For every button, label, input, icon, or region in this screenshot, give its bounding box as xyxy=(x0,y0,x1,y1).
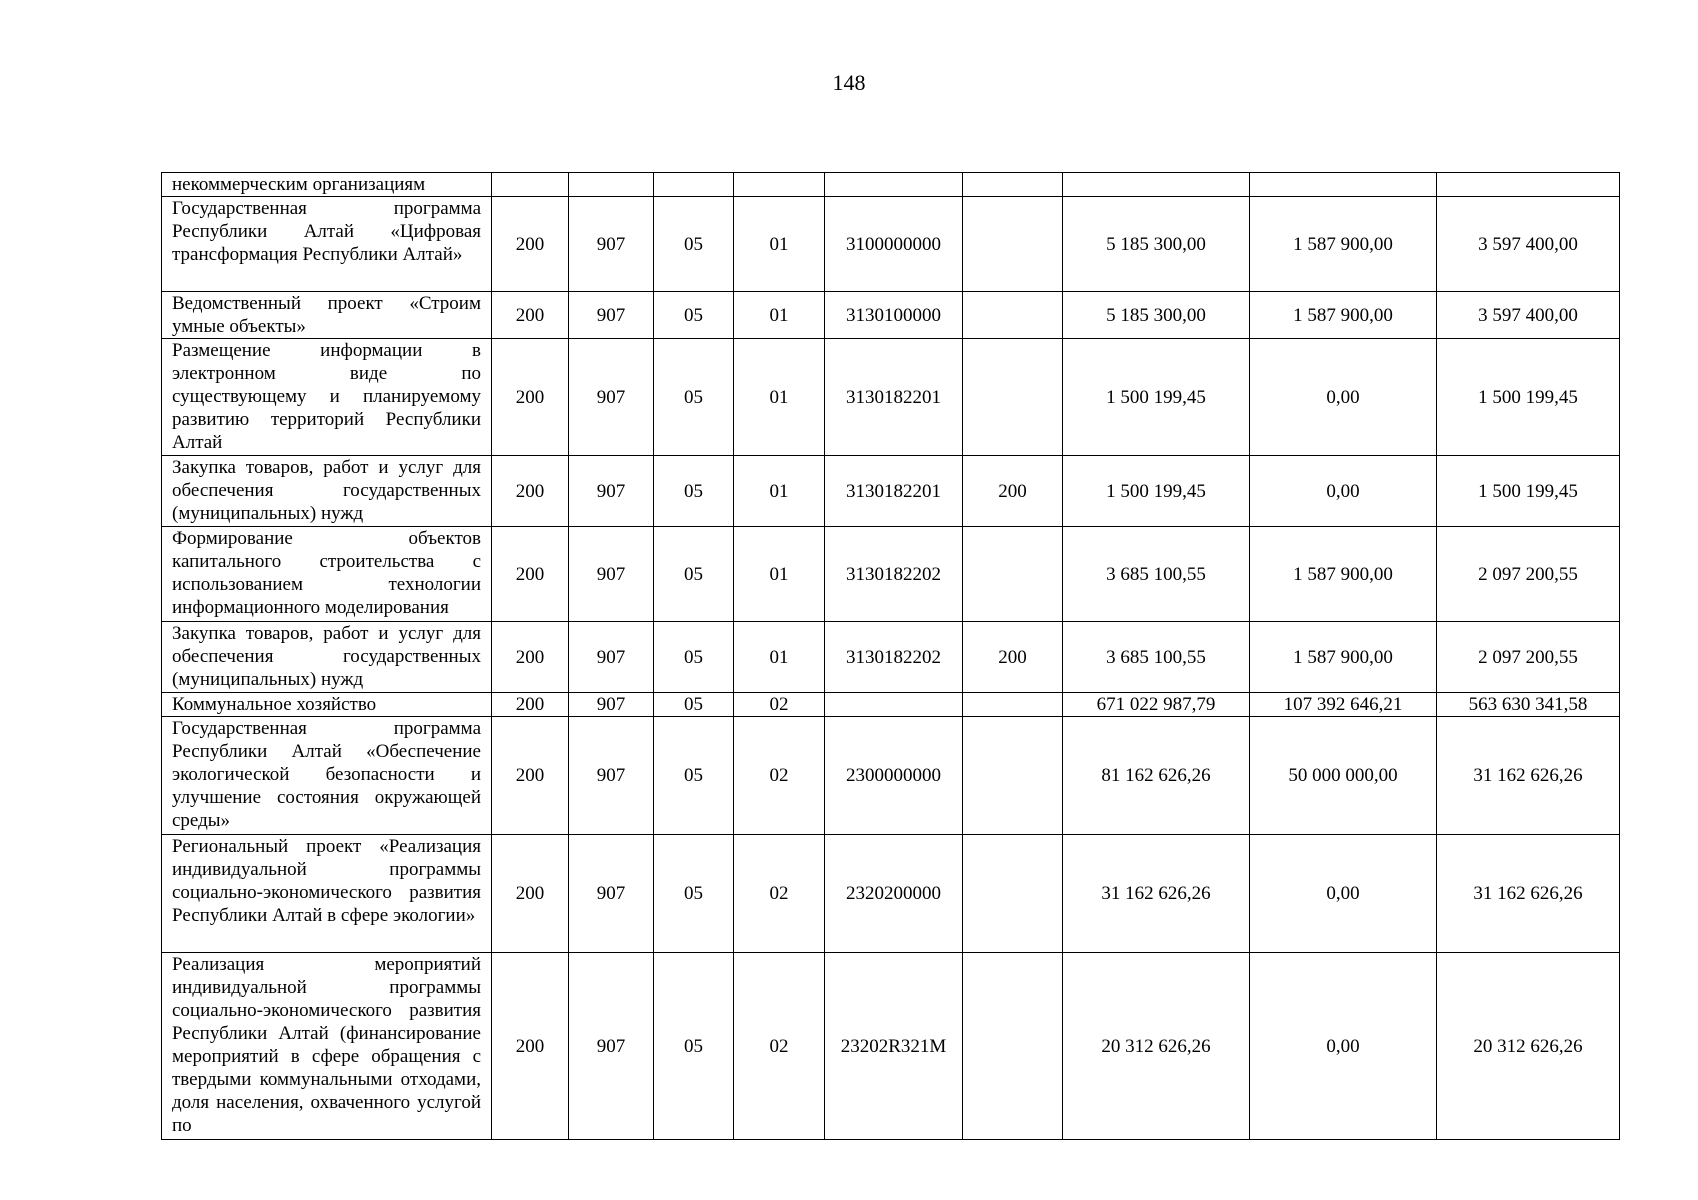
page-number: 148 xyxy=(832,70,866,95)
row-name-cell: некоммерческим организациям xyxy=(162,173,492,197)
col-1-cell xyxy=(492,173,569,197)
amount-federal-cell: 1 587 900,00 xyxy=(1250,622,1437,693)
col-4-cell: 01 xyxy=(734,292,825,339)
row-name-cell: Ведомственный проект «Строим умные объекты» xyxy=(162,292,492,339)
table-row xyxy=(162,717,1620,835)
col-3-cell: 05 xyxy=(654,835,734,953)
col-2-cell: 907 xyxy=(569,953,654,1140)
amount-regional-cell: 31 162 626,26 xyxy=(1437,835,1620,953)
target-article-cell: 23202R321M xyxy=(825,953,963,1140)
amount-total-cell: 81 162 626,26 xyxy=(1063,717,1250,835)
expense-type-cell xyxy=(963,292,1063,339)
col-4-cell: 02 xyxy=(734,953,825,1140)
row-name-cell: Региональный проект «Реализация индивидуальной программы социально-экономического развития Республики Алтай в сфере экологии» xyxy=(162,835,492,953)
amount-total-cell: 31 162 626,26 xyxy=(1063,835,1250,953)
amount-federal-cell xyxy=(1250,173,1437,197)
col-4-cell: 02 xyxy=(734,835,825,953)
row-name-cell: Реализация мероприятий индивидуальной программы социально-экономического развития Республики Алтай (финансирование мероприятий в сфере обращения с твердыми коммунальными отходами, доля населения, охваченного услугой по xyxy=(162,953,492,1140)
col-2-cell: 907 xyxy=(569,527,654,622)
amount-total-cell: 20 312 626,26 xyxy=(1063,953,1250,1140)
amount-total-cell: 1 500 199,45 xyxy=(1063,339,1250,456)
amount-total-cell: 5 185 300,00 xyxy=(1063,292,1250,339)
target-article-cell: 3100000000 xyxy=(825,197,963,292)
target-article-cell: 2300000000 xyxy=(825,717,963,835)
expense-type-cell xyxy=(963,173,1063,197)
col-3-cell: 05 xyxy=(654,717,734,835)
expense-type-cell xyxy=(963,693,1063,717)
col-1-cell: 200 xyxy=(492,292,569,339)
amount-federal-cell: 0,00 xyxy=(1250,456,1437,527)
row-name-cell: Государственная программа Республики Алтай «Цифровая трансформация Республики Алтай» xyxy=(162,197,492,292)
row-name-cell: Коммунальное хозяйство xyxy=(162,693,492,717)
expense-type-cell: 200 xyxy=(963,456,1063,527)
row-name-cell: Размещение информации в электронном виде по существующему и планируемому развитию территорий Республики Алтай xyxy=(162,339,492,456)
col-3-cell: 05 xyxy=(654,339,734,456)
amount-regional-cell: 3 597 400,00 xyxy=(1437,197,1620,292)
amount-total-cell xyxy=(1063,173,1250,197)
col-3-cell xyxy=(654,173,734,197)
budget-table xyxy=(161,172,1620,1140)
col-1-cell: 200 xyxy=(492,197,569,292)
amount-federal-cell: 1 587 900,00 xyxy=(1250,527,1437,622)
target-article-cell: 3130182202 xyxy=(825,527,963,622)
col-1-cell: 200 xyxy=(492,622,569,693)
col-1-cell: 200 xyxy=(492,339,569,456)
col-1-cell: 200 xyxy=(492,456,569,527)
target-article-cell: 2320200000 xyxy=(825,835,963,953)
table-row xyxy=(162,173,1620,197)
table-row xyxy=(162,292,1620,339)
table-row xyxy=(162,527,1620,622)
col-3-cell: 05 xyxy=(654,527,734,622)
target-article-cell: 3130182201 xyxy=(825,456,963,527)
amount-federal-cell: 50 000 000,00 xyxy=(1250,717,1437,835)
expense-type-cell xyxy=(963,953,1063,1140)
expense-type-cell: 200 xyxy=(963,622,1063,693)
col-1-cell: 200 xyxy=(492,953,569,1140)
col-4-cell: 02 xyxy=(734,693,825,717)
amount-regional-cell: 20 312 626,26 xyxy=(1437,953,1620,1140)
amount-total-cell: 671 022 987,79 xyxy=(1063,693,1250,717)
amount-total-cell: 3 685 100,55 xyxy=(1063,527,1250,622)
expense-type-cell xyxy=(963,197,1063,292)
col-2-cell: 907 xyxy=(569,693,654,717)
amount-federal-cell: 1 587 900,00 xyxy=(1250,197,1437,292)
row-name-cell: Государственная программа Республики Алтай «Обеспечение экологической безопасности и улучшение состояния окружающей среды» xyxy=(162,717,492,835)
col-4-cell: 01 xyxy=(734,339,825,456)
expense-type-cell xyxy=(963,527,1063,622)
amount-federal-cell: 0,00 xyxy=(1250,339,1437,456)
amount-federal-cell: 0,00 xyxy=(1250,835,1437,953)
target-article-cell: 3130182201 xyxy=(825,339,963,456)
target-article-cell: 3130182202 xyxy=(825,622,963,693)
amount-regional-cell: 2 097 200,55 xyxy=(1437,527,1620,622)
col-4-cell: 02 xyxy=(734,717,825,835)
row-name-cell: Закупка товаров, работ и услуг для обеспечения государственных (муниципальных) нужд xyxy=(162,622,492,693)
table-row xyxy=(162,693,1620,717)
col-1-cell: 200 xyxy=(492,693,569,717)
amount-total-cell: 1 500 199,45 xyxy=(1063,456,1250,527)
amount-regional-cell: 563 630 341,58 xyxy=(1437,693,1620,717)
col-2-cell: 907 xyxy=(569,456,654,527)
col-2-cell: 907 xyxy=(569,292,654,339)
table-row xyxy=(162,622,1620,693)
table-row xyxy=(162,197,1620,292)
col-3-cell: 05 xyxy=(654,197,734,292)
col-3-cell: 05 xyxy=(654,292,734,339)
amount-regional-cell: 3 597 400,00 xyxy=(1437,292,1620,339)
target-article-cell xyxy=(825,173,963,197)
target-article-cell xyxy=(825,693,963,717)
amount-federal-cell: 107 392 646,21 xyxy=(1250,693,1437,717)
col-4-cell xyxy=(734,173,825,197)
col-4-cell: 01 xyxy=(734,456,825,527)
amount-total-cell: 5 185 300,00 xyxy=(1063,197,1250,292)
amount-federal-cell: 1 587 900,00 xyxy=(1250,292,1437,339)
row-name-cell: Формирование объектов капитального строительства с использованием технологии информационного моделирования xyxy=(162,527,492,622)
table-row xyxy=(162,339,1620,456)
col-4-cell: 01 xyxy=(734,527,825,622)
col-2-cell: 907 xyxy=(569,339,654,456)
col-2-cell: 907 xyxy=(569,197,654,292)
col-1-cell: 200 xyxy=(492,717,569,835)
col-1-cell: 200 xyxy=(492,527,569,622)
col-3-cell: 05 xyxy=(654,953,734,1140)
amount-total-cell: 3 685 100,55 xyxy=(1063,622,1250,693)
table-row xyxy=(162,835,1620,953)
col-2-cell: 907 xyxy=(569,717,654,835)
col-3-cell: 05 xyxy=(654,622,734,693)
col-1-cell: 200 xyxy=(492,835,569,953)
expense-type-cell xyxy=(963,339,1063,456)
col-3-cell: 05 xyxy=(654,693,734,717)
amount-federal-cell: 0,00 xyxy=(1250,953,1437,1140)
amount-regional-cell: 31 162 626,26 xyxy=(1437,717,1620,835)
expense-type-cell xyxy=(963,717,1063,835)
col-3-cell: 05 xyxy=(654,456,734,527)
amount-regional-cell: 1 500 199,45 xyxy=(1437,339,1620,456)
col-2-cell xyxy=(569,173,654,197)
table-row xyxy=(162,953,1620,1140)
col-4-cell: 01 xyxy=(734,622,825,693)
amount-regional-cell xyxy=(1437,173,1620,197)
col-4-cell: 01 xyxy=(734,197,825,292)
amount-regional-cell: 2 097 200,55 xyxy=(1437,622,1620,693)
row-name-cell: Закупка товаров, работ и услуг для обеспечения государственных (муниципальных) нужд xyxy=(162,456,492,527)
table-row xyxy=(162,456,1620,527)
amount-regional-cell: 1 500 199,45 xyxy=(1437,456,1620,527)
table-body xyxy=(162,173,1620,1140)
expense-type-cell xyxy=(963,835,1063,953)
col-2-cell: 907 xyxy=(569,835,654,953)
col-2-cell: 907 xyxy=(569,622,654,693)
target-article-cell: 3130100000 xyxy=(825,292,963,339)
